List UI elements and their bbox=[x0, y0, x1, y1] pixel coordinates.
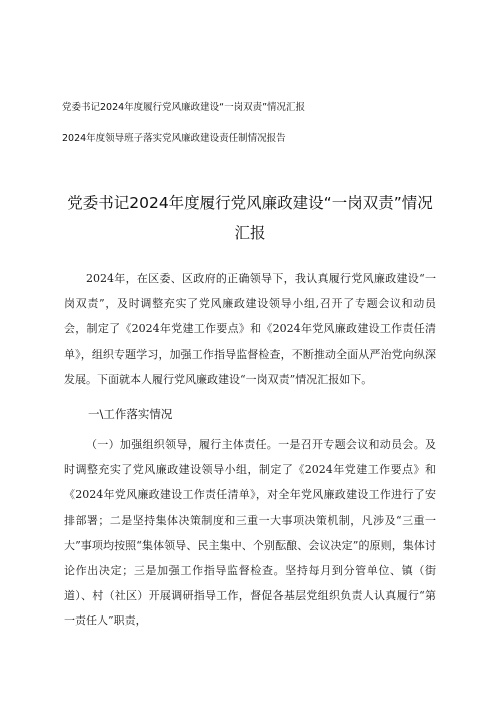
section-heading-work-status: 一\工作落实情况 bbox=[88, 407, 173, 421]
document-title-line1: 党委书记2024年度履行党风廉政建设“一岗双责”情况 bbox=[67, 194, 433, 212]
body-paragraph-organization: （一）加强组织领导，履行主体责任。一是召开专题会议和动员会。及时调整充实了党风廉政建设领导小组，制定了《2024年党建工作要点》和《2024年党风廉政建设工作责任清单》，对全年党风廉政建设工作进行了安排部署；二是坚持集体决策制度和三重一大事项决策机制，凡涉及“三重一大”事项均按照“集体领导、民主集中、个别酝酿、会议决定”的原则，集体讨论作出决定；三是加强工作指导监督检查。坚持每月到分管单位、镇（街道）、村（社区）开展调研指导工作，督促各基层党组织负责人认真履行“第一责任人”职责， bbox=[64, 438, 436, 628]
toc-item-leadership-report[interactable]: 2024年度领导班子落实党风廉政建设责任制情况报告 bbox=[62, 133, 286, 144]
toc-item-report[interactable]: 党委书记2024年度履行党风廉政建设“一岗双责”情况汇报 bbox=[62, 102, 306, 113]
intro-paragraph: 2024年，在区委、区政府的正确领导下，我认真履行党风廉政建设“一岗双责”，及时调整充实了党风廉政建设领导小组,召开了专题会议和动员会，制定了《2024年党建工作要点》和《2024年党风廉政建设工作责任清单》，组织专题学习，加强工作指导监督检查，不断推动全面从严治党向纵深发展。下面就本人履行党风廉政建设“一岗双责”情况汇报如下。 bbox=[64, 272, 436, 386]
document-title-line2: 汇报 bbox=[234, 224, 266, 242]
